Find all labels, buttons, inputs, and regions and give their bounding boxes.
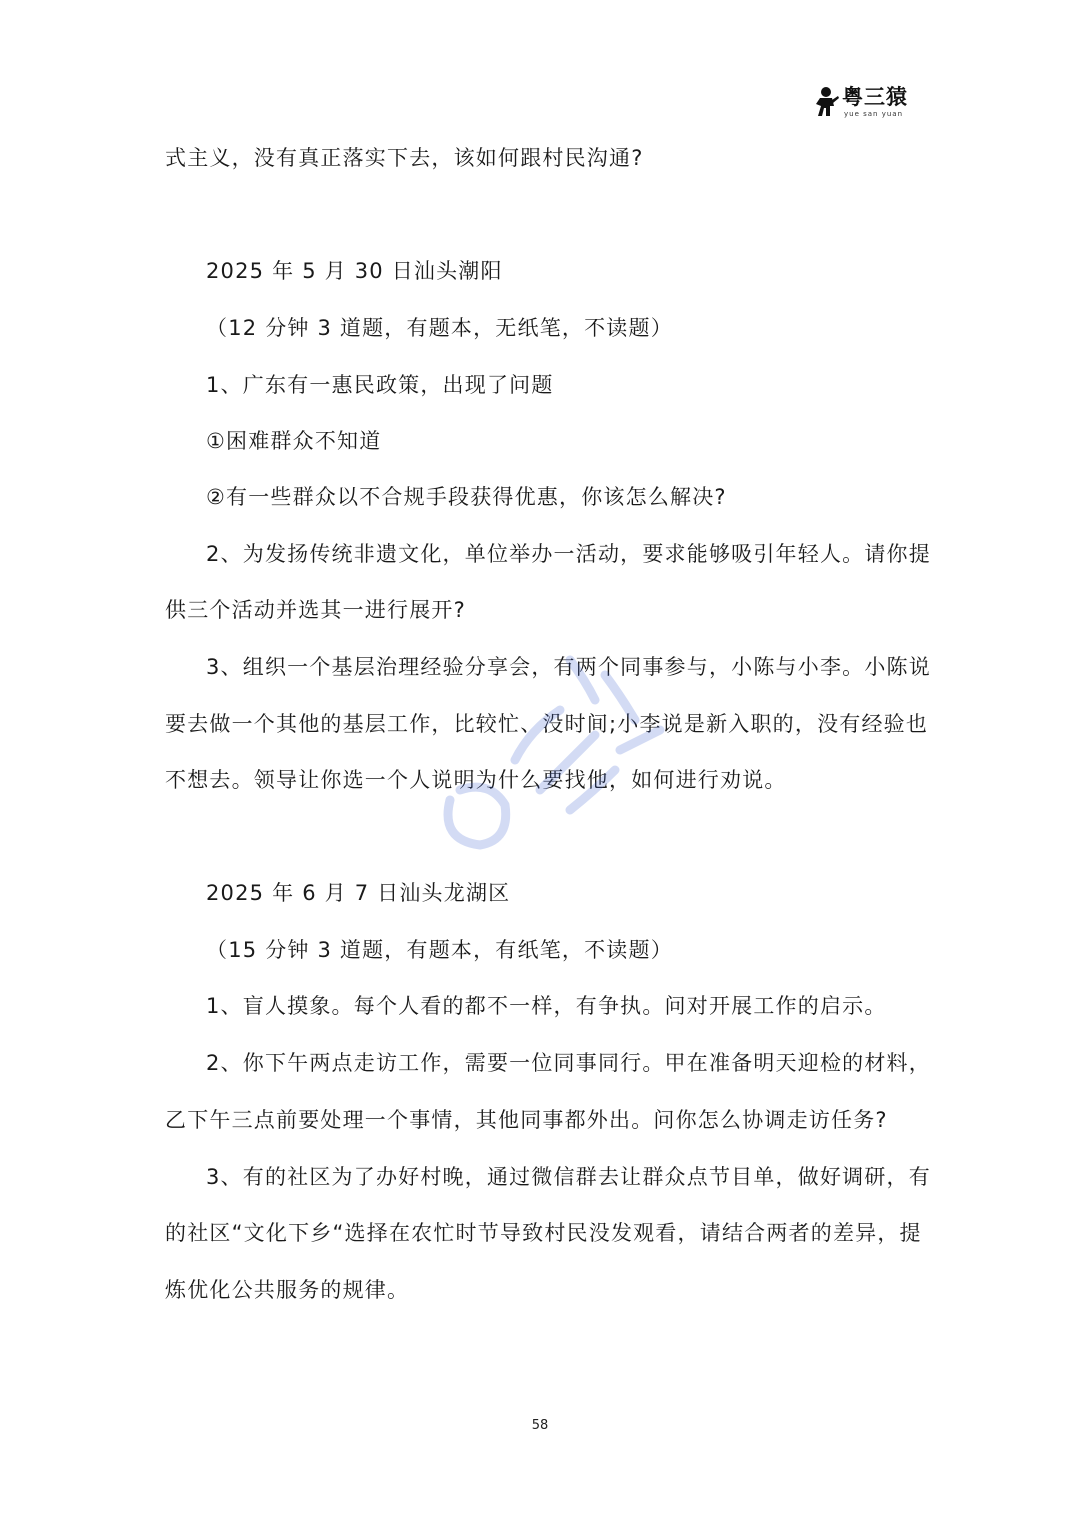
- question-line: 不想去。领导让你选一个人说明为什么要找他，如何进行劝说。: [165, 768, 787, 792]
- section-date: 2025 年 5 月 30 日汕头潮阳: [206, 259, 503, 283]
- question-line: ①困难群众不知道: [206, 429, 382, 453]
- question-line: ②有一些群众以不合规手段获得优惠，你该怎么解决?: [206, 485, 727, 509]
- page-number: 58: [531, 1418, 549, 1433]
- section-format: （15 分钟 3 道题，有题本，有纸笔，不读题）: [206, 938, 673, 962]
- logo-subtext: yue san yuan: [844, 110, 904, 118]
- question-line: 3、组织一个基层治理经验分享会，有两个同事参与，小陈与小李。小陈说: [206, 655, 931, 679]
- paragraph-line: 式主义，没有真正落实下去，该如何跟村民沟通?: [165, 146, 644, 170]
- monkey-logo-icon: [812, 86, 840, 118]
- section-date: 2025 年 6 月 7 日汕头龙湖区: [206, 881, 511, 905]
- question-line: 炼优化公共服务的规律。: [165, 1278, 410, 1302]
- question-line: 要去做一个其他的基层工作，比较忙、没时间;小李说是新入职的，没有经验也: [165, 712, 929, 736]
- question-line: 3、有的社区为了办好村晚，通过微信群去让群众点节目单，做好调研，有: [206, 1165, 931, 1189]
- logo: [812, 84, 912, 124]
- question-line: 的社区“文化下乡“选择在农忙时节导致村民没发观看，请结合两者的差异，提: [165, 1221, 922, 1245]
- section-format: （12 分钟 3 道题，有题本，无纸笔，不读题）: [206, 316, 673, 340]
- question-line: 1、广东有一惠民政策，出现了问题: [206, 373, 554, 397]
- logo-text: 粤三猿: [842, 85, 908, 109]
- question-line: 2、你下午两点走访工作，需要一位同事同行。甲在准备明天迎检的材料，: [206, 1051, 931, 1075]
- question-line: 乙下午三点前要处理一个事情，其他同事都外出。问你怎么协调走访任务?: [165, 1108, 888, 1132]
- question-line: 2、为发扬传统非遗文化，单位举办一活动，要求能够吸引年轻人。请你提: [206, 542, 931, 566]
- question-line: 1、盲人摸象。每个人看的都不一样，有争执。问对开展工作的启示。: [206, 994, 887, 1018]
- question-line: 供三个活动并选其一进行展开?: [165, 598, 466, 622]
